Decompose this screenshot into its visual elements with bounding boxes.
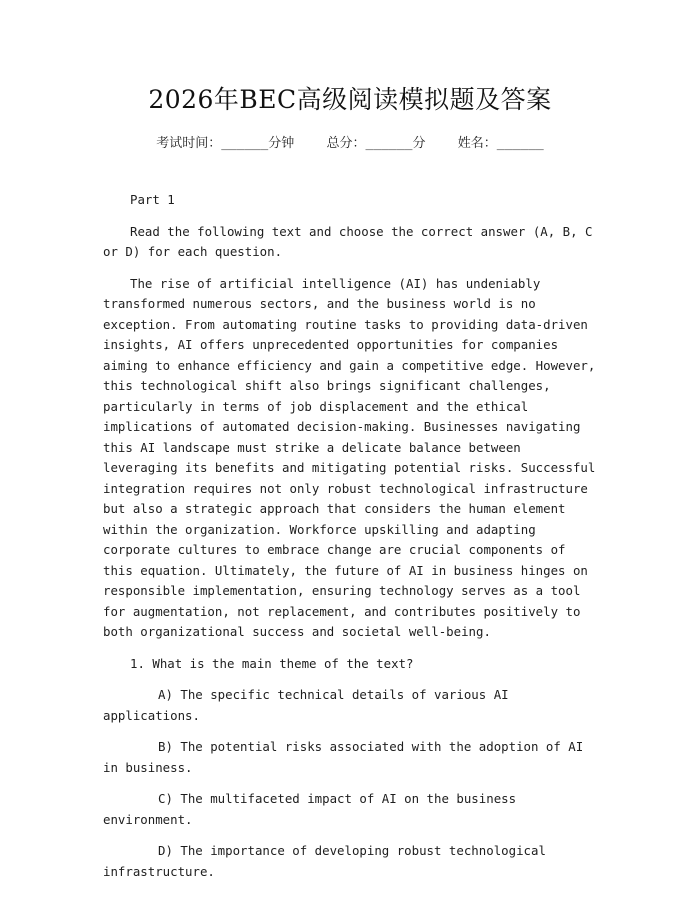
option-a: A) The specific technical details of various AI applications. <box>103 687 509 723</box>
exam-time-unit: 分钟 <box>268 136 295 151</box>
option-b: B) The potential risks associated with the adoption of AI in business. <box>103 739 584 775</box>
document-body <box>103 190 601 893</box>
name-label: 姓名： <box>457 136 497 151</box>
exam-time-label: 考试时间： <box>156 136 222 151</box>
exam-time-blank: ______ <box>221 136 269 151</box>
option-d: D) The importance of developing robust technological infrastructure. <box>103 843 546 879</box>
reading-passage: The rise of artificial intelligence (AI) has undeniably transformed numerous sectors, and the business world is no exception. From automating routine tasks to providing data-driven insights, AI offers unprecedented opportunities for companies aiming to enhance efficiency and gain a competitive edge. However, this technological shift also brings significant challenges, particularly in terms of job displacement and the ethical implications of automated decision-making. Businesses navigating this AI landscape must strike a delicate balance between leveraging its benefits and mitigating potential risks. Successful integration requires not only robust technological infrastructure but also a strategic approach that considers the human element within the organization. Workforce upskilling and adapting corporate cultures to embrace change are crucial components of this equation. Ultimately, the future of AI in business hinges on responsible implementation, ensuring technology serves as a tool for augmentation, not replacement, and contributes positively to both organizational success and societal well-being. <box>103 275 596 639</box>
name-blank: ______ <box>496 136 544 151</box>
option-c: C) The multifaceted impact of AI on the business environment. <box>103 791 517 827</box>
exam-info-line <box>0 132 700 151</box>
score-blank: ______ <box>365 136 413 151</box>
question-stem: 1. What is the main theme of the text? <box>130 655 414 671</box>
score-unit: 分 <box>412 136 426 151</box>
part-label: Part 1 <box>130 192 175 207</box>
score-label: 总分： <box>326 136 366 151</box>
document-title: 2026年BEC高级阅读模拟题及答案 <box>148 85 552 114</box>
instruction-text: Read the following text and choose the correct answer (A, B, C or D) for each question. <box>103 223 593 259</box>
